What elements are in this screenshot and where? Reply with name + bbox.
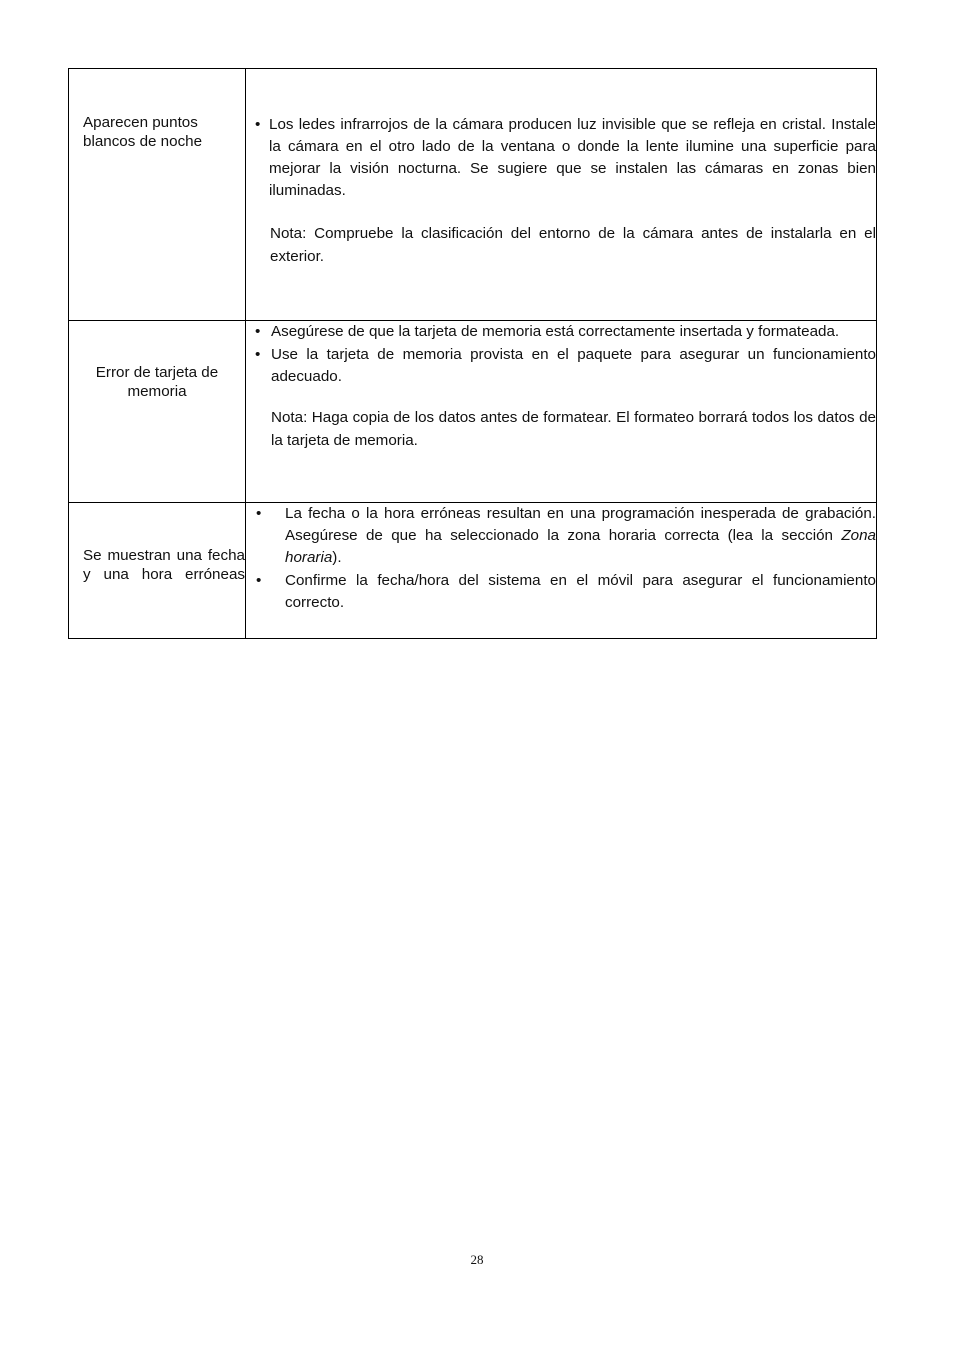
bullet-mark: •	[256, 572, 262, 589]
problem-label: Aparecen puntos blancos de noche	[83, 114, 203, 150]
solution-cell	[246, 69, 876, 320]
bullet-text: Asegúrese de que la tarjeta de memoria está correctamente insertada y formateada.	[271, 323, 840, 340]
bullet-mark: •	[255, 346, 261, 363]
troubleshooting-table	[68, 68, 877, 639]
table-row	[69, 69, 876, 320]
problem-cell	[69, 321, 246, 502]
list-item	[255, 344, 876, 388]
problem-cell	[69, 69, 246, 320]
bullet-mark: •	[256, 505, 262, 522]
table-row	[69, 502, 876, 638]
italic-ref: Zona horaria	[285, 527, 876, 566]
bullet-text: Use la tarjeta de memoria provista en el paquete para asegurar un funcionamiento adecuado.	[271, 346, 876, 385]
solution-cell	[246, 503, 876, 638]
list-item	[256, 570, 876, 614]
page-number: 28	[470, 1252, 484, 1267]
problem-label: Error de tarjeta de memoria	[95, 364, 219, 400]
table-row	[69, 320, 876, 502]
list-item	[255, 114, 876, 202]
bullet-mark: •	[255, 323, 261, 340]
bullet-text: Los ledes infrarrojos de la cámara producen luz invisible que se refleja en cristal. Instale la cámara en el otro lado de la ventana o donde la lente ilumine una superficie para mejorar la visión nocturna. Se sugiere que se instalen las cámaras en zonas bien iluminadas.	[269, 116, 876, 199]
bullet-text: Confirme la fecha/hora del sistema en el móvil para asegurar el funcionamiento correcto.	[285, 572, 876, 611]
list-item	[256, 503, 876, 569]
bullet-text: La fecha o la hora erróneas resultan en una programación inesperada de grabación. Asegúrese de que ha seleccionado la zona horaria correcta (lea la sección Zona horaria).	[285, 505, 876, 566]
note-text: Nota: Haga copia de los datos antes de formatear. El formateo borrará todos los datos de la tarjeta de memoria.	[271, 409, 876, 449]
problem-label: Se muestran una fecha y una hora erróneas	[83, 547, 245, 583]
bullet-mark: •	[255, 116, 261, 133]
problem-cell	[69, 503, 246, 638]
list-item	[255, 321, 876, 343]
solution-cell	[246, 321, 876, 502]
note-text: Nota: Compruebe la clasificación del entorno de la cámara antes de instalarla en el exterior.	[270, 225, 876, 265]
